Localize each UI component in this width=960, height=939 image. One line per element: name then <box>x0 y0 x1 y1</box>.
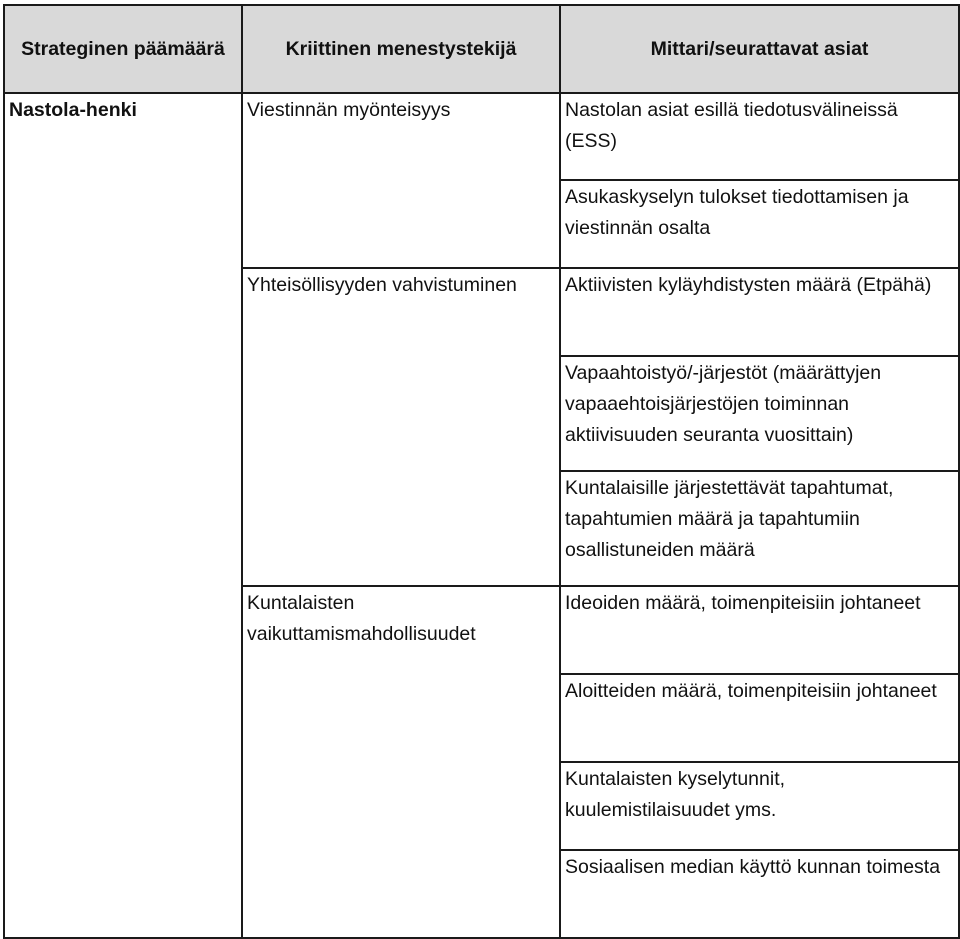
goal-text: Nastola-henki <box>9 99 137 121</box>
metric-cell <box>560 762 959 850</box>
factor-text: Yhteisöllisyyden vahvistuminen <box>247 274 517 296</box>
metric-cell <box>560 93 959 180</box>
header-metric: Mittari/seurattavat asiat <box>560 5 959 93</box>
metric-text: Sosiaalisen median käyttö kunnan toimesta <box>565 856 941 878</box>
metric-text: Kuntalaisten kyselytunnit, kuulemistilaisuudet yms. <box>565 768 786 821</box>
factor-text: Viestinnän myönteisyys <box>247 99 451 121</box>
factor-cell <box>242 268 560 586</box>
metric-cell <box>560 674 959 762</box>
header-factor: Kriittinen menestystekijä <box>242 5 560 93</box>
metric-text: Ideoiden määrä, toimenpiteisiin johtaneet <box>565 592 921 614</box>
factor-cell <box>242 586 560 938</box>
metric-text: Nastolan asiat esillä tiedotusvälineissä (ESS) <box>565 99 898 152</box>
metric-text: Asukaskyselyn tulokset tiedottamisen ja viestinnän osalta <box>565 186 909 239</box>
goal-cell <box>4 93 242 938</box>
header-goal: Strateginen päämäärä <box>4 5 242 93</box>
metric-text: Kuntalaisille järjestettävät tapahtumat, tapahtumien määrä ja tapahtumiin osallistuneiden määrä <box>565 477 894 561</box>
table-row <box>4 93 959 180</box>
metric-cell <box>560 586 959 674</box>
factor-text: Kuntalaisten vaikuttamismahdollisuudet <box>247 592 476 645</box>
metric-text: Aloitteiden määrä, toimenpiteisiin johtaneet <box>565 680 937 702</box>
metric-text: Aktiivisten kyläyhdistysten määrä (Etpähä) <box>565 274 932 296</box>
metric-cell <box>560 356 959 471</box>
metric-cell <box>560 850 959 938</box>
metric-cell <box>560 180 959 268</box>
factor-cell <box>242 93 560 268</box>
metric-cell <box>560 268 959 356</box>
strategy-table <box>3 4 960 939</box>
metric-text: Vapaahtoistyö/-järjestöt (määrättyjen vapaaehtoisjärjestöjen toiminnan aktiivisuuden seuranta vuosittain) <box>565 362 882 446</box>
header-row <box>4 5 959 93</box>
metric-cell <box>560 471 959 586</box>
